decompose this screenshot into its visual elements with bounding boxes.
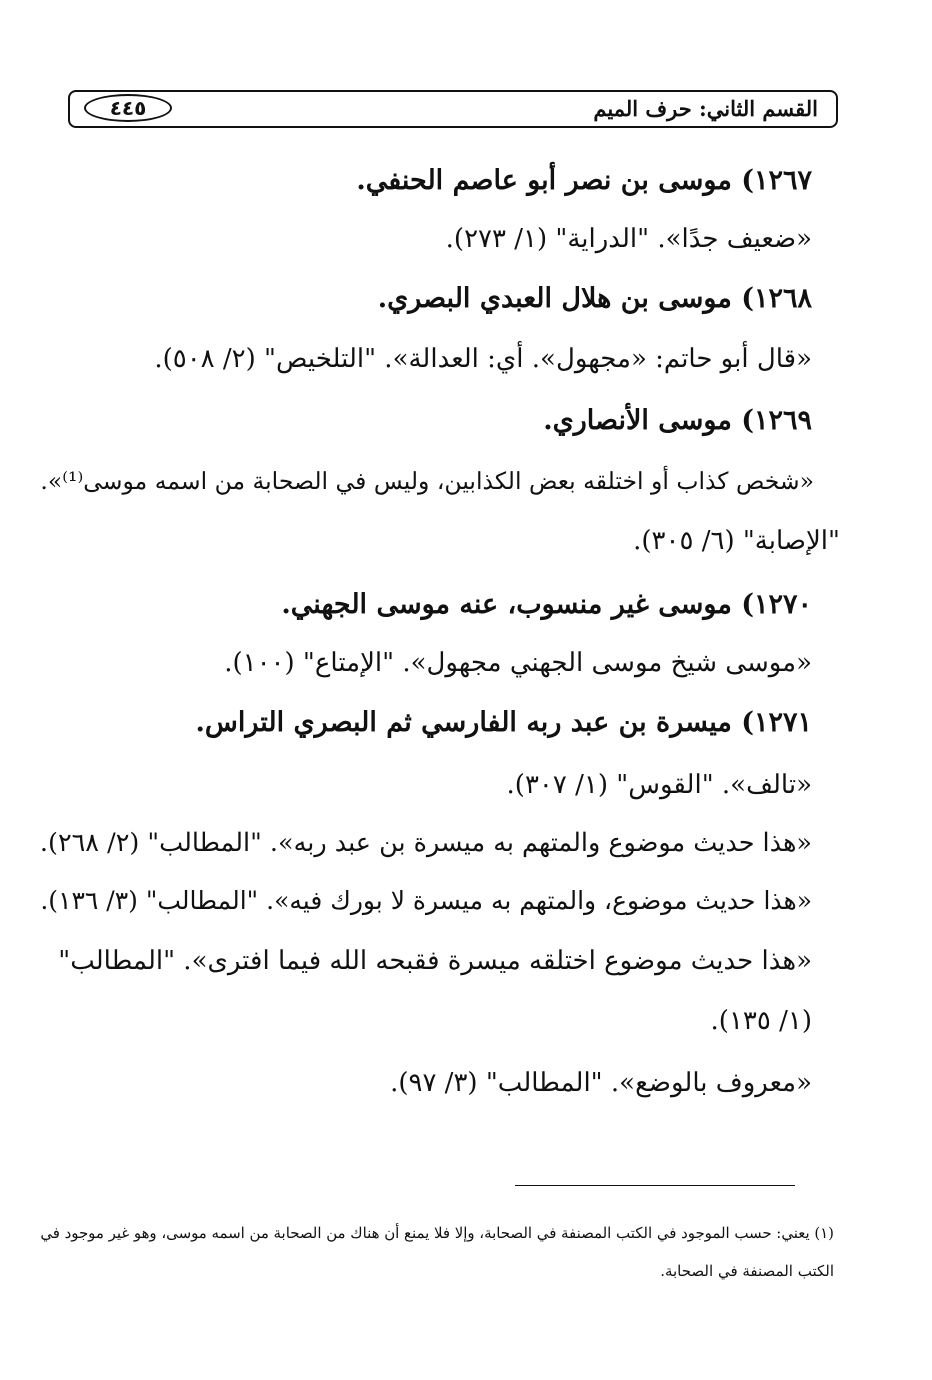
footnote-line: (١) يعني: حسب الموجود في الكتب المصنفة في الصحابة، وإلا فلا يمنع أن هناك من الصحابة من اسمه موسى، وهو غير موجود في: [40, 1224, 834, 1242]
citation-line: «هذا حديث موضوع اختلقه ميسرة فقبحه الله فيما افترى». "المطالب": [58, 946, 812, 976]
section-title: القسم الثاني: حرف الميم: [593, 96, 818, 121]
page-number-badge: ٤٤٥: [84, 94, 172, 122]
running-header: [68, 90, 838, 128]
citation-line: «هذا حديث موضوع والمتهم به ميسرة بن عبد ربه». "المطالب" (٢/ ٢٦٨).: [39, 828, 812, 858]
citation-line: «هذا حديث موضوع، والمتهم به ميسرة لا بورك فيه». "المطالب" (٣/ ١٣٦).: [40, 886, 812, 915]
entry-heading: ١٢٧١) ميسرة بن عبد ربه الفارسي ثم البصري التراس.: [195, 707, 812, 738]
citation-line: «معروف بالوضع». "المطالب" (٣/ ٩٧).: [390, 1068, 812, 1098]
footnote-separator: [515, 1185, 795, 1186]
citation-line: «قال أبو حاتم: «مجهول». أي: العدالة». "التلخيص" (٢/ ٥٠٨).: [154, 344, 812, 374]
citation-line: "الإصابة" (٦/ ٣٠٥).: [633, 526, 840, 556]
citation-line: «تالف». "القوس" (١/ ٣٠٧).: [506, 770, 812, 800]
entry-heading: ١٢٦٩) موسى الأنصاري.: [543, 405, 812, 436]
citation-line: «ضعيف جدًا». "الدراية" (١/ ٢٧٣).: [445, 224, 812, 254]
entry-heading: ١٢٦٨) موسى بن هلال العبدي البصري.: [377, 283, 812, 314]
entry-heading: ١٢٧٠) موسى غير منسوب، عنه موسى الجهني.: [281, 589, 812, 620]
footnote-line: الكتب المصنفة في الصحابة.: [660, 1262, 834, 1280]
entry-heading: ١٢٦٧) موسى بن نصر أبو عاصم الحنفي.: [356, 165, 812, 196]
citation-line: (١/ ١٣٥).: [710, 1006, 812, 1036]
citation-line: «موسى شيخ موسى الجهني مجهول». "الإمتاع" (١٠٠).: [224, 648, 812, 678]
citation-line: «شخص كذاب أو اختلقه بعض الكذابين، وليس في الصحابة من اسمه موسى⁽¹⁾».: [40, 467, 814, 495]
